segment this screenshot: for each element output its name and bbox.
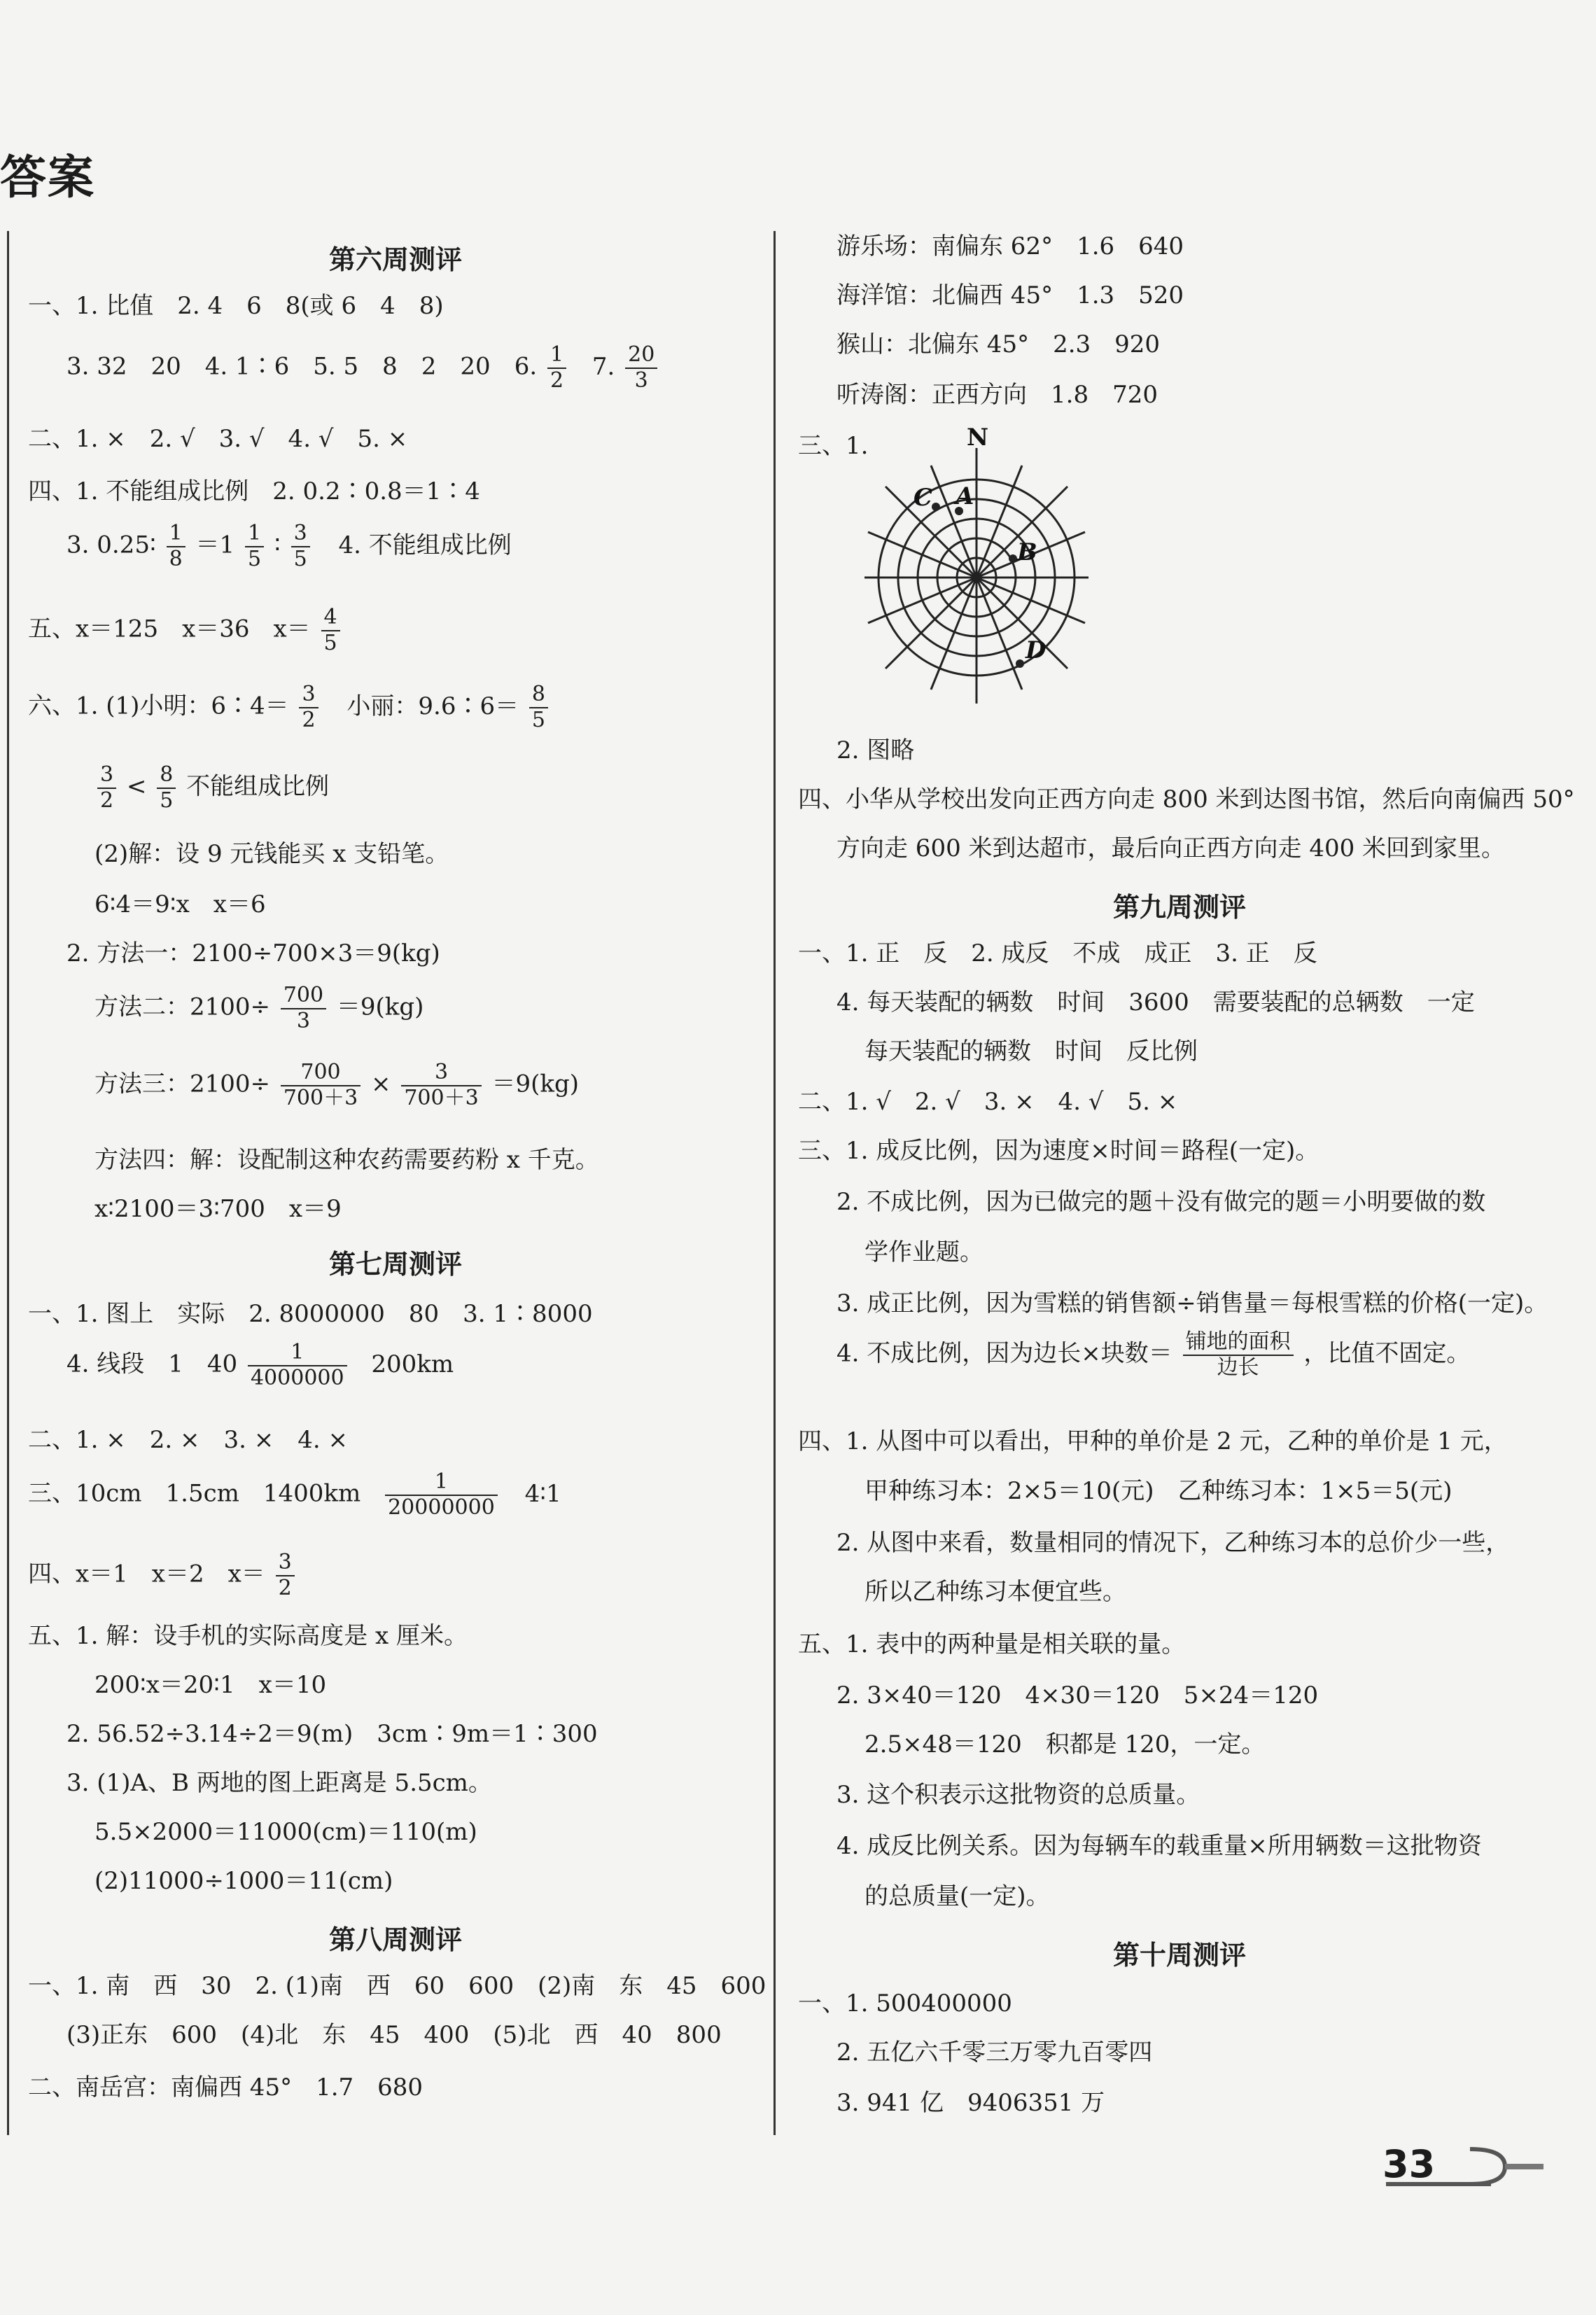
section-title-week8: 第八周测评 bbox=[328, 1924, 462, 1955]
answer-line: 三、1. bbox=[798, 432, 869, 460]
fraction: $\frac{3}{5}$ bbox=[291, 522, 310, 571]
answer-line: (2)解：设 9 元钱能买 x 支铅笔。 bbox=[94, 840, 449, 868]
answer-line: 一、1. 500400000 bbox=[798, 1989, 1012, 2017]
answer-line: 四、1. 不能组成比例 2. 0.2∶0.8＝1∶4 bbox=[28, 477, 480, 505]
answer-line: 听涛阁：正西方向 1.8 720 bbox=[836, 381, 1158, 409]
answer-text: 4. 不成比例，因为边长×块数＝ bbox=[836, 1339, 1172, 1368]
answer-line: 方法四：解：设配制这种农药需要药粉 x 千克。 bbox=[94, 1146, 599, 1174]
fraction: $\frac{3}{700+3}$ bbox=[401, 1061, 481, 1110]
compass-point-c: C bbox=[913, 484, 933, 512]
answer-line: 3. 这个积表示这批物资的总质量。 bbox=[836, 1781, 1200, 1809]
answer-text: 3. 32 20 4. 1∶6 5. 5 8 2 20 6. bbox=[66, 352, 538, 381]
answer-line bbox=[66, 343, 660, 393]
answer-line: 游乐场：南偏东 62° 1.6 640 bbox=[836, 232, 1184, 260]
answer-text: 4∶1 bbox=[524, 1479, 561, 1508]
answer-text: ，比值不固定。 bbox=[1303, 1339, 1471, 1368]
section-title-week7: 第七周测评 bbox=[328, 1249, 462, 1280]
answer-text: 五、x＝125 x＝36 x＝ bbox=[28, 615, 311, 643]
compass-point-b: B bbox=[1017, 538, 1037, 566]
fraction: $\frac{\text{铺地的面积}}{\text{边长}}$ bbox=[1183, 1330, 1294, 1380]
answer-line: 二、1. × 2. × 3. × 4. × bbox=[28, 1426, 348, 1454]
answer-line: 一、1. 比值 2. 4 6 8(或 6 4 8) bbox=[28, 292, 444, 320]
answer-line: (2)11000÷1000＝11(cm) bbox=[94, 1867, 393, 1895]
answer-line: 二、1. × 2. √ 3. √ 4. √ 5. × bbox=[28, 425, 408, 453]
answer-line: 5.5×2000＝11000(cm)＝110(m) bbox=[94, 1818, 477, 1846]
fraction: $\frac{3}{2}$ bbox=[299, 683, 318, 732]
answer-line bbox=[836, 1330, 1470, 1380]
answer-text: 3. 0.25∶ bbox=[66, 531, 156, 559]
answer-text: 4. 不能组成比例 bbox=[338, 531, 512, 559]
answer-line: 每天装配的辆数 时间 反比例 bbox=[864, 1037, 1198, 1065]
answer-line: 所以乙种练习本便宜些。 bbox=[864, 1578, 1126, 1606]
answer-text: 方法二：2100÷ bbox=[94, 993, 271, 1021]
answer-text: 200km bbox=[371, 1350, 454, 1378]
answer-line bbox=[28, 606, 343, 655]
answer-text: 小丽：9.6∶6＝ bbox=[346, 692, 519, 720]
answer-text: ＝1 bbox=[195, 531, 235, 559]
fraction: $\frac{20}{3}$ bbox=[625, 343, 657, 393]
fraction: $\frac{1}{4000000}$ bbox=[248, 1341, 347, 1390]
answer-line: 2. 方法一：2100÷700×3＝9(kg) bbox=[66, 939, 440, 967]
answer-line: 4. 成反比例关系。因为每辆车的载重量×所用辆数＝这批物资 bbox=[836, 1832, 1482, 1860]
answer-line: 2. 不成比例，因为已做完的题＋没有做完的题＝小明要做的数 bbox=[836, 1188, 1486, 1216]
answer-line bbox=[28, 1470, 561, 1520]
answer-line: 一、1. 南 西 30 2. (1)南 西 60 600 (2)南 东 45 600 bbox=[28, 1972, 766, 2000]
answer-line: 3. (1)A、B 两地的图上距离是 5.5cm。 bbox=[66, 1769, 492, 1797]
answer-line: 猴山：北偏东 45° 2.3 920 bbox=[836, 330, 1161, 358]
page-number: 33 bbox=[1382, 2142, 1436, 2186]
compass-point-a: A bbox=[955, 482, 974, 510]
answer-line: 3. 成正比例，因为雪糕的销售额÷销售量＝每根雪糕的价格(一定)。 bbox=[836, 1289, 1548, 1317]
answer-line: 200∶x＝20∶1 x＝10 bbox=[94, 1671, 327, 1699]
answer-line bbox=[28, 1551, 298, 1600]
fraction: $\frac{1}{5}$ bbox=[245, 522, 264, 571]
answer-line bbox=[28, 683, 551, 732]
answer-line: 方向走 600 米到达超市，最后向正西方向走 400 米回到家里。 bbox=[836, 834, 1506, 862]
answer-line: 2. 3×40＝120 4×30＝120 5×24＝120 bbox=[836, 1681, 1319, 1709]
compass-point-d: D bbox=[1026, 636, 1046, 664]
answer-line: 2. 图略 bbox=[836, 736, 915, 764]
section-title-week9: 第九周测评 bbox=[1112, 892, 1246, 923]
answer-line: x∶2100＝3∶700 x＝9 bbox=[94, 1195, 342, 1223]
section-title-week10: 第十周测评 bbox=[1112, 1940, 1246, 1971]
answer-line bbox=[66, 1341, 454, 1390]
fraction: $\frac{3}{2}$ bbox=[97, 763, 116, 813]
answer-line: 甲种练习本：2×5＝10(元) 乙种练习本：1×5＝5(元) bbox=[864, 1477, 1452, 1505]
answer-line: 一、1. 图上 实际 2. 8000000 80 3. 1∶8000 bbox=[28, 1300, 593, 1328]
answer-text: < bbox=[126, 772, 147, 801]
answer-text: 六、1. (1)小明：6∶4＝ bbox=[28, 692, 289, 720]
answer-text: 方法三：2100÷ bbox=[94, 1070, 271, 1098]
fraction: $\frac{3}{2}$ bbox=[276, 1551, 295, 1600]
section-title-week6: 第六周测评 bbox=[328, 244, 462, 275]
answer-line: 三、1. 成反比例，因为速度×时间＝路程(一定)。 bbox=[798, 1137, 1320, 1165]
answer-text: 7. bbox=[592, 352, 615, 381]
answer-text: 三、10cm 1.5cm 1400km bbox=[28, 1479, 361, 1508]
compass-north-label: N bbox=[967, 427, 989, 452]
page-header-title: 答案 bbox=[0, 151, 95, 204]
compass-diagram bbox=[858, 427, 1096, 707]
answer-line bbox=[94, 984, 424, 1033]
answer-line: 五、1. 表中的两种量是相关联的量。 bbox=[798, 1630, 1186, 1658]
fraction: $\frac{1}{8}$ bbox=[167, 522, 186, 571]
answer-line: 海洋馆：北偏西 45° 1.3 520 bbox=[836, 281, 1184, 309]
answer-line bbox=[66, 522, 512, 571]
answer-text: 不能组成比例 bbox=[186, 772, 330, 801]
answer-line: 二、1. √ 2. √ 3. × 4. √ 5. × bbox=[798, 1088, 1178, 1116]
fraction: $\frac{700}{3}$ bbox=[281, 984, 326, 1033]
answer-line: 2. 从图中来看，数量相同的情况下，乙种练习本的总价少一些， bbox=[836, 1529, 1510, 1557]
fraction: $\frac{8}{5}$ bbox=[529, 683, 548, 732]
answer-text: 四、x＝1 x＝2 x＝ bbox=[28, 1560, 265, 1588]
answer-line: 2. 56.52÷3.14÷2＝9(m) 3cm∶9m＝1∶300 bbox=[66, 1720, 598, 1748]
answer-line bbox=[94, 763, 329, 813]
answer-line: 一、1. 正 反 2. 成反 不成 成正 3. 正 反 bbox=[798, 939, 1317, 967]
answer-line: 五、1. 解：设手机的实际高度是 x 厘米。 bbox=[28, 1622, 468, 1650]
fraction: $\frac{8}{5}$ bbox=[157, 763, 176, 813]
answer-line: 学作业题。 bbox=[864, 1238, 983, 1266]
answer-text: ＝9(kg) bbox=[491, 1070, 580, 1098]
answer-text: ＝9(kg) bbox=[336, 993, 424, 1021]
answer-line: 的总质量(一定)。 bbox=[864, 1882, 1050, 1910]
answer-text: ∶ bbox=[274, 531, 281, 559]
fraction: $\frac{700}{700+3}$ bbox=[281, 1061, 360, 1110]
answer-line: 2. 五亿六千零三万零九百零四 bbox=[836, 2038, 1153, 2066]
left-rule bbox=[7, 231, 9, 2135]
fraction: $\frac{1}{20000000}$ bbox=[385, 1470, 498, 1520]
answer-line: 4. 每天装配的辆数 时间 3600 需要装配的总辆数 一定 bbox=[836, 988, 1475, 1016]
answer-line: 二、南岳宫：南偏西 45° 1.7 680 bbox=[28, 2073, 424, 2101]
answer-line: 四、小华从学校出发向正西方向走 800 米到达图书馆，然后向南偏西 50° bbox=[798, 785, 1575, 813]
answer-line bbox=[94, 1061, 579, 1110]
center-rule bbox=[774, 231, 776, 2135]
answer-text: × bbox=[371, 1070, 391, 1098]
answer-text: 4. 线段 1 40 bbox=[66, 1350, 238, 1378]
answer-line: 3. 941 亿 9406351 万 bbox=[836, 2089, 1105, 2117]
answer-line: 四、1. 从图中可以看出，甲种的单价是 2 元，乙种的单价是 1 元， bbox=[798, 1427, 1508, 1455]
answer-line: 2.5×48＝120 积都是 120，一定。 bbox=[864, 1730, 1266, 1758]
fraction: $\frac{4}{5}$ bbox=[321, 606, 340, 655]
fraction: $\frac{1}{2}$ bbox=[547, 343, 566, 393]
answer-line: (3)正东 600 (4)北 东 45 400 (5)北 西 40 800 bbox=[66, 2021, 722, 2049]
answer-line: 6∶4＝9∶x x＝6 bbox=[94, 890, 266, 918]
